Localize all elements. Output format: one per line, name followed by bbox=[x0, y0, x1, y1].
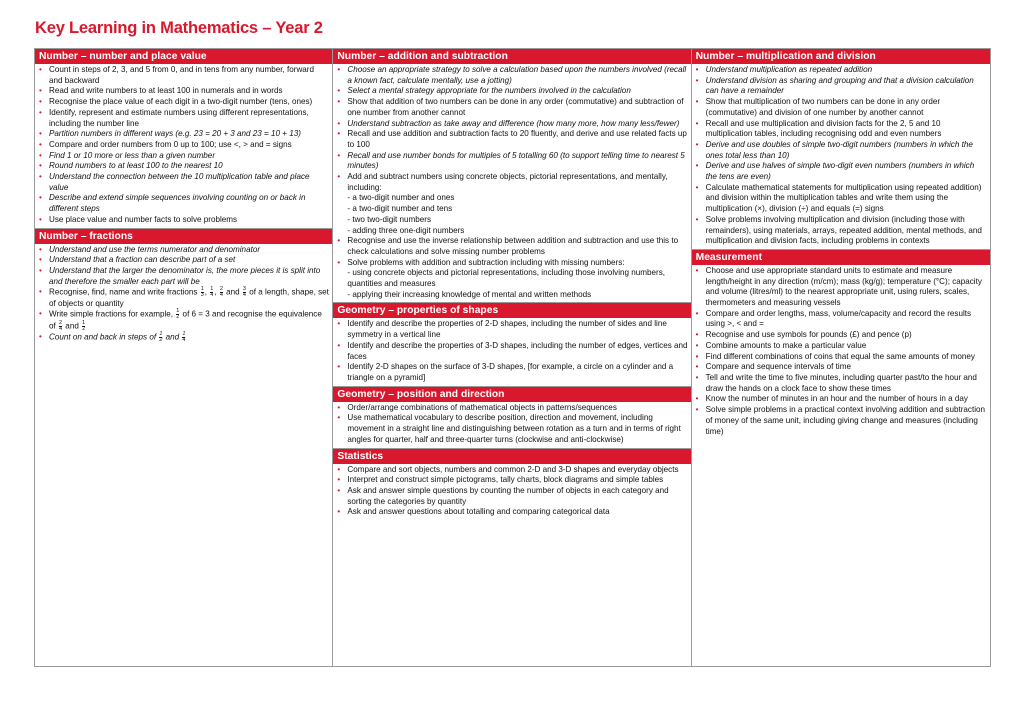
item-text: Round numbers to at least 100 to the nearest 10 bbox=[49, 161, 223, 171]
list-item bbox=[695, 266, 987, 309]
list-item bbox=[695, 161, 987, 182]
sub-item: - applying their increasing knowledge of mental and written methods bbox=[347, 289, 592, 299]
list-item bbox=[336, 403, 687, 414]
section-heading: Number – number and place value bbox=[35, 49, 332, 64]
bullet-icon: • bbox=[39, 139, 42, 149]
bullet-icon: • bbox=[39, 193, 42, 203]
item-text: Count in steps of 2, 3, and 5 from 0, and in tens from any number, forward and backward bbox=[49, 65, 314, 85]
fraction-numerator: 1 bbox=[182, 331, 186, 338]
fraction-numerator: 1 bbox=[159, 331, 163, 338]
list-item bbox=[336, 97, 687, 118]
bullet-icon: • bbox=[337, 86, 341, 96]
bullet-icon: • bbox=[39, 244, 42, 254]
fraction bbox=[201, 287, 204, 298]
sub-item: - adding three one-digit numbers bbox=[347, 225, 465, 235]
item-text: Derive and use doubles of simple two-digit numbers (numbers in which the ones total less than 10) bbox=[705, 139, 973, 160]
list-item bbox=[695, 352, 987, 363]
bullet-icon: • bbox=[39, 287, 42, 297]
item-text: of a length, shape, set of objects or quantity bbox=[49, 288, 329, 308]
bullet-icon: • bbox=[695, 182, 699, 192]
item-text: Solve simple problems in a practical context involving addition and subtraction of money of the same unit, including giving change and measures (including time) bbox=[705, 405, 986, 436]
page-title: Key Learning in Mathematics – Year 2 bbox=[35, 19, 323, 37]
fraction-numerator: 1 bbox=[176, 308, 180, 315]
item-text: Understand that a fraction can describe part of a set bbox=[49, 255, 236, 265]
section-heading: Geometry – position and direction bbox=[333, 387, 690, 402]
bullet-icon: • bbox=[39, 255, 42, 265]
list-item bbox=[38, 266, 329, 287]
item-text: Partition numbers in different ways (e.g. 23 = 20 + 3 and 23 = 10 + 13) bbox=[49, 129, 301, 139]
bullet-icon: • bbox=[337, 65, 341, 74]
sub-item: - a two-digit number and tens bbox=[347, 204, 453, 214]
item-text: Show that addition of two numbers can be done in any order (commutative) and subtraction of one number from another cannot bbox=[347, 97, 684, 117]
item-text: of 6 = 3 and recognise the equivalence of bbox=[49, 310, 322, 331]
bullet-icon: • bbox=[39, 265, 42, 275]
bullet-icon: • bbox=[695, 139, 699, 149]
item-text: Understand that the larger the denominator is, the more pieces it is split into and therefore the smaller each part will be bbox=[49, 265, 321, 286]
bullet-icon: • bbox=[337, 129, 341, 139]
list-item bbox=[336, 413, 687, 445]
list-item bbox=[695, 373, 987, 394]
list-item: • Count on and back in steps of $\frac{1}{2}$ and $\frac{1}{4}$ bbox=[39, 331, 186, 344]
item-text: Identify 2-D shapes on the surface of 3-D shapes, [for example, a circle on a cylinder and a triangle on a pyramid] bbox=[347, 362, 674, 382]
list-item bbox=[336, 258, 687, 301]
fraction-denominator: 4 bbox=[242, 292, 246, 299]
bullet-icon: • bbox=[695, 97, 699, 107]
item-text: Add and subtract numbers using concrete objects, pictorial representations, and mentally, including: bbox=[347, 172, 668, 192]
list-item bbox=[695, 119, 987, 140]
list-item bbox=[38, 65, 329, 86]
bullet-icon: • bbox=[337, 507, 341, 517]
fraction bbox=[243, 287, 246, 298]
item-text: Compare and sequence intervals of time bbox=[705, 362, 851, 372]
bullet-icon: • bbox=[39, 332, 42, 342]
list-item bbox=[38, 245, 329, 256]
curriculum-section bbox=[333, 49, 690, 302]
bullet-icon: • bbox=[337, 257, 341, 267]
fraction bbox=[82, 321, 85, 332]
curriculum-section bbox=[692, 49, 990, 249]
item-text: Interpret and construct simple pictograms, tally charts, block diagrams and simple tables bbox=[347, 475, 664, 485]
bullet-icon: • bbox=[695, 330, 699, 340]
list-item bbox=[336, 236, 687, 257]
list-item bbox=[336, 86, 687, 97]
item-text: Use place value and number facts to solve problems bbox=[49, 214, 238, 224]
list-item bbox=[695, 140, 987, 161]
item-list bbox=[692, 265, 990, 439]
bullet-icon: • bbox=[39, 107, 42, 117]
list-item bbox=[695, 65, 987, 76]
bullet-icon: • bbox=[39, 129, 42, 139]
item-list bbox=[35, 244, 332, 346]
bullet-icon: • bbox=[337, 97, 341, 107]
item-text: Know the number of minutes in an hour and the number of hours in a day bbox=[705, 394, 968, 404]
bullet-icon: • bbox=[695, 340, 699, 350]
item-text: Ask and answer simple questions by counting the number of objects in each category and sorting the categories by quantity bbox=[347, 485, 669, 506]
bullet-icon: • bbox=[39, 65, 42, 74]
list-item bbox=[336, 119, 687, 130]
list-item bbox=[336, 172, 687, 236]
bullet-icon: • bbox=[337, 172, 341, 182]
list-item bbox=[336, 151, 687, 172]
item-text: Understand the connection between the 10 multiplication table and place value bbox=[49, 172, 310, 192]
fraction bbox=[210, 287, 213, 298]
bullet-icon: • bbox=[337, 118, 341, 128]
item-text: Derive and use halves of simple two-digit even numbers (numbers in which the tens are even) bbox=[705, 161, 975, 182]
list-item bbox=[336, 129, 687, 150]
item-text: Count on and back in steps of bbox=[49, 332, 159, 342]
item-text: Recall and use addition and subtraction facts to 20 fluently, and derive and use related facts up to 100 bbox=[347, 129, 687, 149]
list-item bbox=[336, 486, 687, 507]
item-text: Tell and write the time to five minutes, including quarter past/to the hour and draw the hands on a clock face to show these times bbox=[705, 372, 977, 393]
bullet-icon: • bbox=[39, 150, 42, 160]
item-text: Compare and order numbers from 0 up to 100; use <, > and = signs bbox=[49, 139, 292, 149]
bullet-icon: • bbox=[337, 402, 341, 412]
item-text: Order/arrange combinations of mathematical objects in patterns/sequences bbox=[347, 402, 617, 412]
list-item bbox=[38, 108, 329, 129]
list-item bbox=[38, 97, 329, 108]
bullet-icon: • bbox=[695, 351, 699, 361]
item-list bbox=[333, 64, 690, 302]
section-heading: Number – addition and subtraction bbox=[333, 49, 690, 64]
curriculum-section bbox=[333, 448, 690, 521]
item-text: Solve problems involving multiplication and division (including those with remainders), using materials, arrays, repeated addition, mental methods, and multiplication and division facts, including problems in contexts bbox=[705, 214, 982, 246]
bullet-icon: • bbox=[695, 405, 699, 415]
column-3 bbox=[691, 49, 990, 666]
bullet-icon: • bbox=[337, 319, 341, 329]
sub-item: - a two-digit number and ones bbox=[347, 193, 455, 203]
item-text: Select a mental strategy appropriate for the numbers involved in the calculation bbox=[347, 86, 631, 96]
list-item bbox=[38, 151, 329, 162]
list-item bbox=[336, 465, 687, 476]
bullet-icon: • bbox=[695, 161, 699, 171]
item-text: Describe and extend simple sequences involving counting on or back in different steps bbox=[49, 193, 306, 214]
bullet-icon: • bbox=[337, 236, 341, 246]
item-text: Choose an appropriate strategy to solve a calculation based upon the numbers involved (recall a known fact, calculate mentally, use a jotting) bbox=[347, 65, 687, 85]
fraction-numerator: 1 bbox=[82, 319, 86, 326]
list-item bbox=[38, 86, 329, 97]
list-item bbox=[695, 76, 987, 97]
bullet-icon: • bbox=[337, 485, 341, 495]
item-text: Combine amounts to make a particular value bbox=[705, 340, 867, 350]
list-item: • Recognise, find, name and write fractions $\frac{1}{3}$ , $\frac{1}{4}$ , $\frac{2}{4}$ and $\frac{3}{4}$ of a length, shape, set of objects or quantity bbox=[39, 286, 329, 308]
bullet-icon: • bbox=[39, 86, 42, 96]
list-item bbox=[38, 193, 329, 214]
sub-item: - two two-digit numbers bbox=[347, 214, 432, 224]
list-item bbox=[695, 362, 987, 373]
fraction-denominator: 2 bbox=[176, 314, 180, 321]
curriculum-section bbox=[35, 49, 332, 228]
fraction-denominator: 4 bbox=[210, 292, 214, 299]
item-text: Identify, represent and estimate numbers using different representations, including the number line bbox=[49, 107, 309, 128]
fraction bbox=[176, 309, 179, 320]
sub-item: - using concrete objects and pictorial representations, including those involving numbers, quantities and measures bbox=[347, 268, 666, 289]
bullet-icon: • bbox=[39, 161, 42, 171]
curriculum-grid bbox=[34, 48, 991, 667]
item-list bbox=[333, 464, 690, 521]
item-text: Find different combinations of coins that equal the same amounts of money bbox=[705, 351, 975, 361]
item-text: Recognise the place value of each digit in a two-digit number (tens, ones) bbox=[49, 97, 313, 107]
bullet-icon: • bbox=[695, 265, 699, 275]
curriculum-section bbox=[692, 249, 990, 439]
list-item bbox=[336, 475, 687, 486]
list-item bbox=[38, 161, 329, 172]
list-item bbox=[336, 319, 687, 340]
item-text: Understand and use the terms numerator and denominator bbox=[49, 244, 261, 254]
bullet-icon: • bbox=[695, 372, 699, 382]
section-heading: Number – multiplication and division bbox=[692, 49, 990, 64]
item-text: Recognise, find, name and write fractions bbox=[49, 288, 200, 297]
item-text: Write simple fractions for example, bbox=[49, 310, 176, 320]
list-item bbox=[695, 394, 987, 405]
bullet-icon: • bbox=[337, 150, 341, 160]
bullet-icon: • bbox=[695, 118, 699, 128]
item-text: Recognise and use the inverse relationship between addition and subtraction and use this to check calculations and solve missing number problems bbox=[347, 236, 679, 256]
item-text: Identify and describe the properties of 2-D shapes, including the number of sides and line symmetry in a vertical line bbox=[347, 319, 667, 340]
item-text: Find 1 or 10 more or less than a given number bbox=[49, 150, 216, 160]
bullet-icon: • bbox=[39, 172, 42, 182]
list-item bbox=[38, 255, 329, 266]
list-item bbox=[695, 405, 987, 437]
bullet-icon: • bbox=[39, 97, 42, 107]
item-list bbox=[333, 318, 690, 385]
fraction-denominator: 4 bbox=[182, 337, 186, 344]
item-text: Solve problems with addition and subtraction including with missing numbers: bbox=[347, 257, 625, 267]
fraction-numerator: 1 bbox=[200, 286, 204, 293]
item-text: Recognise and use symbols for pounds (£) and pence (p) bbox=[705, 330, 912, 340]
fraction-denominator: 3 bbox=[200, 292, 204, 299]
bullet-icon: • bbox=[695, 308, 699, 318]
section-heading: Geometry – properties of shapes bbox=[333, 303, 690, 318]
curriculum-section bbox=[333, 386, 690, 448]
fraction bbox=[159, 332, 162, 343]
fraction bbox=[220, 287, 223, 298]
curriculum-section bbox=[333, 302, 690, 385]
item-text: Understand subtraction as take away and difference (how many more, how many less/fewer) bbox=[347, 118, 680, 128]
list-item bbox=[336, 362, 687, 383]
item-text: Calculate mathematical statements for multiplication using repeated addition) and division within the multiplication tables and write them using the multiplication (×), division (÷) and equals (=) signs bbox=[705, 182, 982, 214]
list-item bbox=[695, 215, 987, 247]
fraction-denominator: 2 bbox=[82, 325, 86, 332]
item-list bbox=[35, 64, 332, 228]
item-text: Compare and order lengths, mass, volume/capacity and record the results using >, < and = bbox=[705, 308, 972, 329]
list-item bbox=[336, 507, 687, 518]
list-item bbox=[695, 183, 987, 215]
fraction-numerator: 2 bbox=[219, 286, 223, 293]
item-text: Recall and use number bonds for multiples of 5 totalling 60 (to support telling time to nearest 5 minutes) bbox=[347, 150, 685, 171]
item-text: Compare and sort objects, numbers and common 2-D and 3-D shapes and everyday objects bbox=[347, 464, 679, 474]
item-list bbox=[692, 64, 990, 249]
item-text: Use mathematical vocabulary to describe position, direction and movement, including movement in a straight line and distinguishing between rotation as a turn and in terms of right angles for quarter, half and three-quarter turns (clockwise and anti-clockwise) bbox=[347, 413, 681, 444]
item-text: Understand multiplication as repeated addition bbox=[705, 65, 873, 74]
item-text: Understand division as sharing and grouping and that a division calculation can have a remainder bbox=[705, 75, 974, 96]
list-item bbox=[336, 341, 687, 362]
bullet-icon: • bbox=[39, 309, 42, 319]
bullet-icon: • bbox=[337, 340, 341, 350]
bullet-icon: • bbox=[695, 362, 699, 372]
item-text: Choose and use appropriate standard units to estimate and measure length/height in any direction (m/cm); mass (kg/g); temperature (°C); capacity and volume (litres/ml) to the nearest appropriate unit, using rulers, scales, thermometers and measuring vessels bbox=[705, 265, 982, 308]
fraction-numerator: 3 bbox=[242, 286, 246, 293]
bullet-icon: • bbox=[337, 475, 341, 485]
item-text: Recall and use multiplication and division facts for the 2, 5 and 10 multiplication tables, including recognising odd and even numbers bbox=[705, 118, 942, 139]
list-item bbox=[38, 129, 329, 140]
bullet-icon: • bbox=[695, 65, 699, 74]
list-item bbox=[695, 309, 987, 330]
item-text: Show that multiplication of two numbers can be done in any order (commutative) and division of one number by another cannot bbox=[705, 97, 941, 117]
bullet-icon: • bbox=[695, 75, 699, 85]
list-item bbox=[336, 65, 687, 86]
list-item bbox=[695, 341, 987, 352]
item-text: Read and write numbers to at least 100 in numerals and in words bbox=[49, 86, 283, 96]
section-heading: Measurement bbox=[692, 250, 990, 265]
bullet-icon: • bbox=[695, 394, 699, 404]
fraction-denominator: 4 bbox=[59, 325, 63, 332]
fraction-numerator: 1 bbox=[210, 286, 214, 293]
bullet-icon: • bbox=[337, 413, 341, 423]
fraction bbox=[59, 321, 62, 332]
bullet-icon: • bbox=[39, 214, 42, 224]
item-text: Ask and answer questions about totalling and comparing categorical data bbox=[347, 507, 610, 517]
section-heading: Number – fractions bbox=[35, 229, 332, 244]
item-text: Identify and describe the properties of 3-D shapes, including the number of edges, vertices and faces bbox=[347, 340, 688, 361]
list-item: • Write simple fractions for example, $\frac{1}{2}$ of 6 = 3 and recognise the equivalence of $\frac{2}{4}$ and $\frac{1}{2}$ bbox=[39, 308, 322, 332]
bullet-icon: • bbox=[695, 214, 699, 224]
list-item bbox=[38, 215, 329, 226]
fraction-denominator: 2 bbox=[159, 337, 163, 344]
fraction bbox=[182, 332, 185, 343]
list-item bbox=[38, 172, 329, 193]
list-item bbox=[38, 140, 329, 151]
column-1 bbox=[35, 49, 332, 666]
list-item bbox=[695, 97, 987, 118]
section-heading: Statistics bbox=[333, 449, 690, 464]
fraction-numerator: 2 bbox=[59, 319, 63, 326]
list-item bbox=[695, 330, 987, 341]
item-list bbox=[333, 402, 690, 448]
curriculum-section bbox=[35, 228, 332, 346]
bullet-icon: • bbox=[337, 362, 341, 372]
fraction-denominator: 4 bbox=[219, 292, 223, 299]
bullet-icon: • bbox=[337, 464, 341, 474]
column-2 bbox=[332, 49, 690, 666]
